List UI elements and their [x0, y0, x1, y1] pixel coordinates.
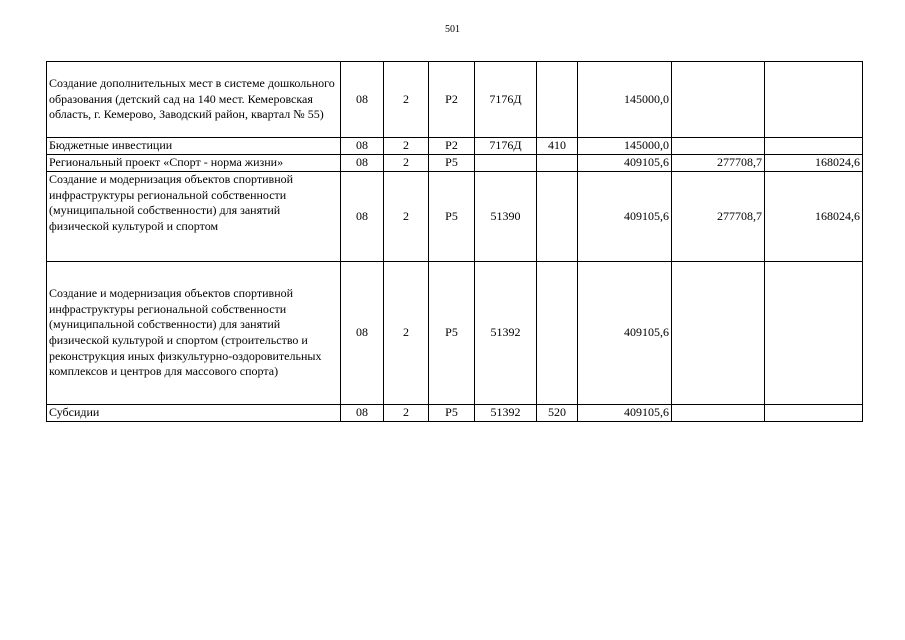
cell-section: 08	[341, 405, 384, 422]
cell-sum2: 277708,7	[672, 155, 765, 172]
cell-program: Р5	[429, 262, 475, 405]
cell-subsection: 2	[384, 405, 429, 422]
cell-sum1: 409105,6	[578, 172, 672, 262]
cell-sum1: 409105,6	[578, 155, 672, 172]
cell-expense-type	[537, 172, 578, 262]
cell-section: 08	[341, 262, 384, 405]
cell-direction: 7176Д	[475, 62, 537, 138]
cell-section: 08	[341, 172, 384, 262]
table-row	[47, 138, 863, 155]
cell-direction: 7176Д	[475, 138, 537, 155]
cell-sum3	[765, 138, 863, 155]
table-row	[47, 155, 863, 172]
cell-sum3	[765, 62, 863, 138]
cell-expense-type	[537, 262, 578, 405]
row-name: Субсидии	[47, 405, 341, 422]
cell-sum3	[765, 262, 863, 405]
cell-expense-type: 520	[537, 405, 578, 422]
cell-subsection: 2	[384, 62, 429, 138]
cell-sum1: 145000,0	[578, 138, 672, 155]
cell-sum2: 277708,7	[672, 172, 765, 262]
cell-program: Р2	[429, 138, 475, 155]
cell-subsection: 2	[384, 172, 429, 262]
cell-expense-type	[537, 62, 578, 138]
budget-table	[46, 61, 863, 422]
cell-sum2	[672, 405, 765, 422]
row-name: Создание и модернизация объектов спортивной инфраструктуры региональной собственности (муниципальной собственности) для занятий физической культурой и спортом	[47, 172, 341, 262]
cell-section: 08	[341, 155, 384, 172]
cell-section: 08	[341, 62, 384, 138]
cell-subsection: 2	[384, 262, 429, 405]
cell-sum2	[672, 62, 765, 138]
row-name: Создание и модернизация объектов спортивной инфраструктуры региональной собственности (муниципальной собственности) для занятий физической культурой и спортом (строительство и реконструкция иных физкультурно-оздоровительных комплексов и центров для массового спорта)	[47, 262, 341, 405]
cell-direction: 51392	[475, 405, 537, 422]
row-name: Бюджетные инвестиции	[47, 138, 341, 155]
cell-sum2	[672, 138, 765, 155]
cell-program: Р5	[429, 172, 475, 262]
cell-sum1: 409105,6	[578, 405, 672, 422]
cell-direction	[475, 155, 537, 172]
cell-expense-type: 410	[537, 138, 578, 155]
cell-program: Р5	[429, 405, 475, 422]
table-row	[47, 62, 863, 138]
cell-sum1: 145000,0	[578, 62, 672, 138]
cell-sum3: 168024,6	[765, 172, 863, 262]
cell-sum1: 409105,6	[578, 262, 672, 405]
table-row	[47, 262, 863, 405]
cell-sum3	[765, 405, 863, 422]
table-row	[47, 172, 863, 262]
page-number: 501	[445, 24, 460, 35]
cell-program: Р2	[429, 62, 475, 138]
cell-direction: 51392	[475, 262, 537, 405]
cell-subsection: 2	[384, 138, 429, 155]
cell-subsection: 2	[384, 155, 429, 172]
cell-section: 08	[341, 138, 384, 155]
cell-program: Р5	[429, 155, 475, 172]
table-row	[47, 405, 863, 422]
cell-direction: 51390	[475, 172, 537, 262]
row-name: Создание дополнительных мест в системе дошкольного образования (детский сад на 140 мест. Кемеровская область, г. Кемерово, Заводский район, квартал № 55)	[47, 62, 341, 138]
cell-sum3: 168024,6	[765, 155, 863, 172]
cell-expense-type	[537, 155, 578, 172]
cell-sum2	[672, 262, 765, 405]
row-name: Региональный проект «Спорт - норма жизни»	[47, 155, 341, 172]
